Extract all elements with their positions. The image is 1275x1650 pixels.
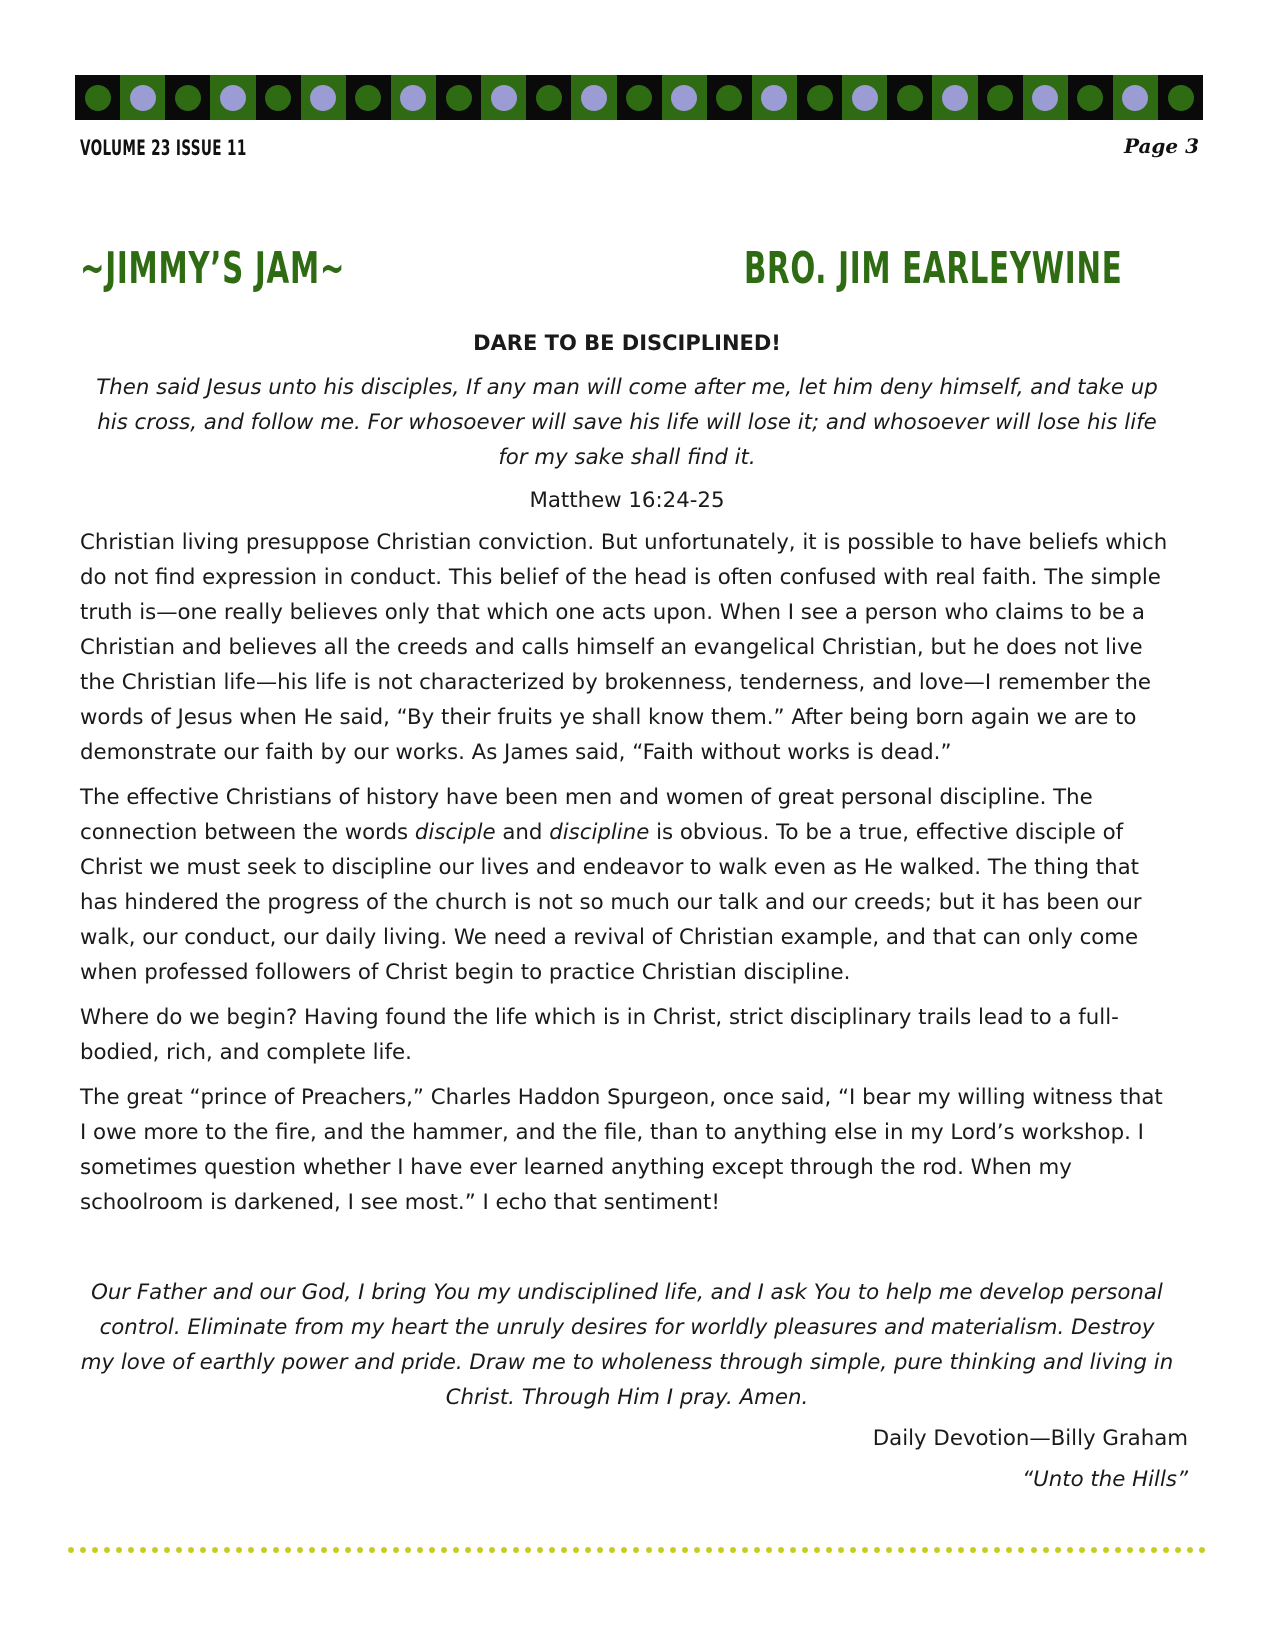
divider-dot [1151, 1547, 1157, 1553]
divider-dot [790, 1547, 796, 1553]
green-dot-icon [1168, 85, 1194, 111]
divider-dot [886, 1547, 892, 1553]
lavender-dot-icon [671, 85, 697, 111]
band-cell [301, 75, 346, 120]
divider-dot [140, 1547, 146, 1553]
divider-dot [958, 1547, 964, 1553]
lavender-dot-icon [220, 85, 246, 111]
divider-dot [441, 1547, 447, 1553]
band-cell [1068, 75, 1113, 120]
band-cell [481, 75, 526, 120]
source-book-title: “Unto the Hills” [1022, 1467, 1188, 1492]
band-cell [165, 75, 210, 120]
divider-dot [285, 1547, 291, 1553]
green-dot-icon [265, 85, 291, 111]
divider-dot [405, 1547, 411, 1553]
divider-dot [333, 1547, 339, 1553]
divider-dot [152, 1547, 158, 1553]
band-cell [436, 75, 481, 120]
divider-dot [922, 1547, 928, 1553]
divider-dot [92, 1547, 98, 1553]
divider-dot [80, 1547, 86, 1553]
decorative-dot-band [75, 75, 1203, 120]
divider-dot [1031, 1547, 1037, 1553]
divider-dot [766, 1547, 772, 1553]
green-dot-icon [716, 85, 742, 111]
article-body [80, 326, 1188, 1497]
emphasis-word: discipline [549, 820, 650, 845]
green-dot-icon [807, 85, 833, 111]
lavender-dot-icon [1122, 85, 1148, 111]
band-cell [662, 75, 707, 120]
divider-dot [1055, 1547, 1061, 1553]
divider-dot [621, 1547, 627, 1553]
divider-dot [694, 1547, 700, 1553]
lavender-dot-icon [761, 85, 787, 111]
divider-dot [838, 1547, 844, 1553]
paragraph: The great “prince of Preachers,” Charles Haddon Spurgeon, once said, “I bear my willing witness that I owe more to the fire, and the hammer, and the file, than to anything else in my Lord’s workshop. I sometimes question whether I have ever learned anything except through the rod. When my schoolroom is darkened, I see most.” I echo that sentiment! [80, 1085, 1163, 1215]
divider-dot [345, 1547, 351, 1553]
divider-dot [1127, 1547, 1133, 1553]
divider-dot [273, 1547, 279, 1553]
green-dot-icon [897, 85, 923, 111]
divider-dot [982, 1547, 988, 1553]
divider-dot [633, 1547, 639, 1553]
green-dot-icon [987, 85, 1013, 111]
divider-dot [597, 1547, 603, 1553]
band-cell [571, 75, 616, 120]
band-cell [932, 75, 977, 120]
divider-dot [525, 1547, 531, 1553]
divider-dot [802, 1547, 808, 1553]
band-cell [1023, 75, 1068, 120]
divider-dot [1139, 1547, 1145, 1553]
divider-dot [646, 1547, 652, 1553]
divider-dot [537, 1547, 543, 1553]
divider-dot [321, 1547, 327, 1553]
divider-dot [381, 1547, 387, 1553]
divider-dot [862, 1547, 868, 1553]
lavender-dot-icon [310, 85, 336, 111]
divider-dot [68, 1547, 74, 1553]
divider-dot [1079, 1547, 1085, 1553]
divider-dot [670, 1547, 676, 1553]
divider-dot [128, 1547, 134, 1553]
divider-dot [212, 1547, 218, 1553]
paragraph: Where do we begin? Having found the life which is in Christ, strict disciplinary trails lead to a full-bodied, rich, and complete life. [80, 1005, 1119, 1065]
divider-dot [1043, 1547, 1049, 1553]
divider-dot [429, 1547, 435, 1553]
divider-dot [718, 1547, 724, 1553]
divider-dot [1175, 1547, 1181, 1553]
divider-dot [297, 1547, 303, 1553]
divider-dot [1018, 1547, 1024, 1553]
band-cell [842, 75, 887, 120]
divider-dot [393, 1547, 399, 1553]
green-dot-icon [446, 85, 472, 111]
divider-dot [1006, 1547, 1012, 1553]
lavender-dot-icon [400, 85, 426, 111]
band-cell [391, 75, 436, 120]
divider-dot [898, 1547, 904, 1553]
band-cell [346, 75, 391, 120]
band-cell [1158, 75, 1203, 120]
divider-dot [104, 1547, 110, 1553]
divider-dot [706, 1547, 712, 1553]
divider-dot [946, 1547, 952, 1553]
band-cell [752, 75, 797, 120]
divider-dot [609, 1547, 615, 1553]
author-name: BRO. JIM EARLEYWINE [744, 243, 1123, 294]
green-dot-icon [85, 85, 111, 111]
lavender-dot-icon [491, 85, 517, 111]
divider-dot [585, 1547, 591, 1553]
volume-issue-label: VOLUME 23 ISSUE 11 [80, 136, 247, 160]
divider-dot [1091, 1547, 1097, 1553]
scripture-quote: Then said Jesus unto his disciples, If any man will come after me, let him deny himself, and take up his cross, and follow me. For whosoever will save his life will lose it; and whosoever will lose his life for my sake shall find it. [96, 375, 1158, 470]
divider-dot [934, 1547, 940, 1553]
divider-dot [1199, 1547, 1205, 1553]
band-cell [617, 75, 662, 120]
divider-dot [309, 1547, 315, 1553]
divider-dot [1163, 1547, 1169, 1553]
divider-dot [826, 1547, 832, 1553]
divider-dot [453, 1547, 459, 1553]
band-cell [797, 75, 842, 120]
divider-dot [188, 1547, 194, 1553]
divider-dot [814, 1547, 820, 1553]
column-title: ~JIMMY’S JAM~ [80, 243, 346, 294]
green-dot-icon [626, 85, 652, 111]
divider-dot [200, 1547, 206, 1553]
paragraph: Christian living presuppose Christian conviction. But unfortunately, it is possible to have beliefs which do not find expression in conduct. This belief of the head is often confused with real faith. The simple truth is—one really believes only that which one acts upon. When I see a person who claims to be a Christian and believes all the creeds and calls himself an evangelical Christian, but he does not live the Christian life—his life is not characterized by brokenness, tenderness, and love—I remember the words of Jesus when He said, “By their fruits ye shall know them.” After being born again we are to demonstrate our faith by our works. As James said, “Faith without works is dead.” [80, 530, 1168, 765]
band-cell [120, 75, 165, 120]
band-cell [887, 75, 932, 120]
source-attribution: Daily Devotion—Billy Graham [872, 1426, 1188, 1451]
divider-dot [778, 1547, 784, 1553]
scripture-reference: Matthew 16:24-25 [529, 488, 725, 513]
divider-dot [501, 1547, 507, 1553]
band-cell [210, 75, 255, 120]
divider-dot [513, 1547, 519, 1553]
divider-dot [910, 1547, 916, 1553]
emphasis-word: disciple [414, 820, 496, 845]
divider-dot [1115, 1547, 1121, 1553]
green-dot-icon [175, 85, 201, 111]
paragraph [80, 780, 1174, 990]
band-cell [526, 75, 571, 120]
page-number: Page 3 [1123, 134, 1199, 158]
lavender-dot-icon [581, 85, 607, 111]
divider-dot [1103, 1547, 1109, 1553]
divider-dot [477, 1547, 483, 1553]
lavender-dot-icon [942, 85, 968, 111]
dotted-divider [68, 1547, 1205, 1555]
divider-dot [754, 1547, 760, 1553]
divider-dot [116, 1547, 122, 1553]
divider-dot [994, 1547, 1000, 1553]
band-cell [707, 75, 752, 120]
divider-dot [465, 1547, 471, 1553]
divider-dot [176, 1547, 182, 1553]
divider-dot [489, 1547, 495, 1553]
green-dot-icon [536, 85, 562, 111]
lavender-dot-icon [852, 85, 878, 111]
divider-dot [417, 1547, 423, 1553]
divider-dot [369, 1547, 375, 1553]
divider-dot [1187, 1547, 1193, 1553]
divider-dot [850, 1547, 856, 1553]
band-cell [978, 75, 1023, 120]
lavender-dot-icon [1032, 85, 1058, 111]
divider-dot [224, 1547, 230, 1553]
divider-dot [549, 1547, 555, 1553]
green-dot-icon [355, 85, 381, 111]
green-dot-icon [1077, 85, 1103, 111]
prayer-quote: Our Father and our God, I bring You my undisciplined life, and I ask You to help me develop personal control. Eliminate from my heart the unruly desires for worldly pleasures and materialism. Destroy my love of earthly power and pride. Draw me to wholeness through simple, pure thinking and living in Christ. Through Him I pray. Amen. [80, 1280, 1174, 1410]
article-headline: DARE TO BE DISCIPLINED! [473, 331, 781, 355]
band-cell [256, 75, 301, 120]
paragraph-text: The effective Christians of history have been men and women of great personal discipline. The connection between the words [80, 785, 1093, 845]
lavender-dot-icon [130, 85, 156, 111]
divider-dot [970, 1547, 976, 1553]
divider-dot [1067, 1547, 1073, 1553]
divider-dot [561, 1547, 567, 1553]
divider-dot [248, 1547, 254, 1553]
divider-dot [874, 1547, 880, 1553]
divider-dot [261, 1547, 267, 1553]
divider-dot [730, 1547, 736, 1553]
divider-dot [742, 1547, 748, 1553]
divider-dot [164, 1547, 170, 1553]
divider-dot [658, 1547, 664, 1553]
divider-dot [682, 1547, 688, 1553]
paragraph-text: and [495, 820, 550, 845]
divider-dot [236, 1547, 242, 1553]
band-cell [1113, 75, 1158, 120]
paragraph-text: is obvious. To be a true, effective disciple of Christ we must seek to discipline our lives and endeavor to walk even as He walked. The thing that has hindered the progress of the church is not so much our talk and our creeds; but it has been our walk, our conduct, our daily living. We need a revival of Christian example, and that can only come when professed followers of Christ begin to practice Christian discipline. [80, 820, 1142, 985]
divider-dot [357, 1547, 363, 1553]
divider-dot [573, 1547, 579, 1553]
band-cell [75, 75, 120, 120]
